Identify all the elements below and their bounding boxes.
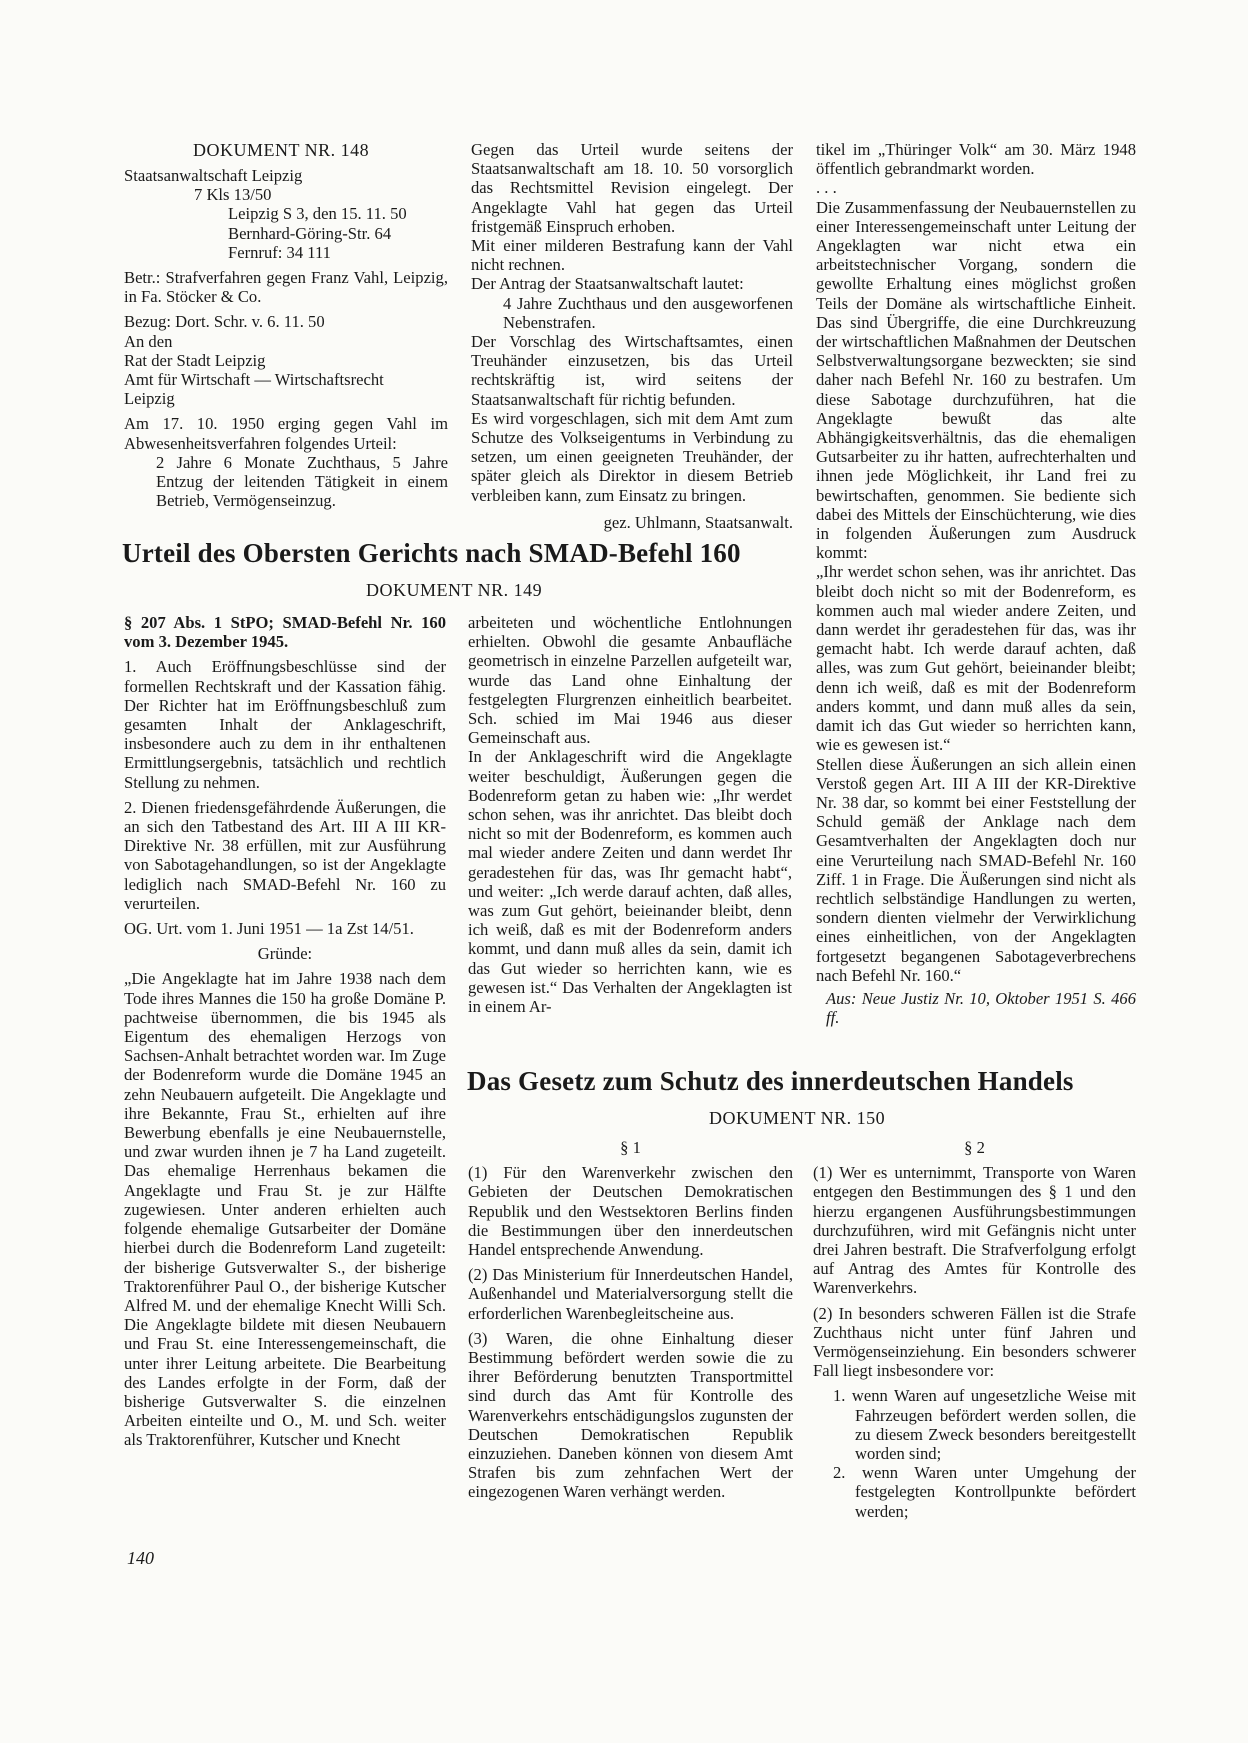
doc148-column-2	[471, 140, 793, 532]
doc148-place-date: Leipzig S 3, den 15. 11. 50	[228, 204, 407, 224]
section-1-clause-3: (3) Waren, die ohne Einhaltung dieser Bestimmung befördert werden sowie die zu ihrer Beförderung benutzten Transportmittel sind durch das Amt für Kontrolle des Warenverkehrs entschädigungslos zugunsten der Deutschen Demokratischen Republik einzuziehen. Daneben können von diesem Amt Strafen bis zum zehnfachen Wert der eingezogenen Waren verhängt werden.	[468, 1328, 793, 1502]
doc148-paragraph: 4 Jahre Zuchthaus und den ausgeworfenen Nebenstrafen.	[503, 293, 793, 332]
doc148-to: An den	[124, 331, 173, 351]
gesetz-section-2	[813, 1138, 1136, 1521]
doc148-to-2: Amt für Wirtschaft — Wirtschaftsrecht	[124, 370, 384, 390]
continuation-paragraph: tikel im „Thüringer Volk“ am 30. März 1948 öffentlich gebrandmarkt worden.	[816, 140, 1136, 179]
doc148-paragraph: Der Vorschlag des Wirtschaftsamtes, einen Treuhänder einzusetzen, bis das Urteil rechtskräftig ist, wird seitens der Staatsanwaltschaft für richtig befunden.	[471, 332, 793, 409]
doc148-verdict: 2 Jahre 6 Monate Zuchthaus, 5 Jahre Entzug der leitenden Tätigkeit in einem Betrieb, Vermögenseinzug.	[156, 452, 448, 511]
doc148-paragraph: Der Antrag der Staatsanwaltschaft lautet:	[471, 274, 744, 294]
doc149-column-1	[124, 613, 446, 1450]
section-2-clause-2: (2) In besonders schweren Fällen ist die Strafe Zuchthaus nicht unter fünf Jahren und Vermögenseinziehung. Ein besonders schwerer Fall liegt insbesondere vor:	[813, 1303, 1136, 1381]
section-1-clause-2: (2) Das Ministerium für Innerdeutschen Handel, Außenhandel und Materialversorgung stellt die erforderlichen Warenbegleitscheine aus.	[468, 1265, 793, 1323]
doc148-sender: Staatsanwaltschaft Leipzig	[124, 166, 303, 185]
doc148-subject: Betr.: Strafverfahren gegen Franz Vahl, Leipzig, in Fa. Stöcker & Co.	[124, 268, 448, 307]
section-title-urteil: Urteil des Obersten Gerichts nach SMAD-Befehl 160	[122, 538, 741, 568]
law-citation: § 207 Abs. 1 StPO; SMAD-Befehl Nr. 160 vom 3. Dezember 1945.	[124, 613, 446, 652]
quote-paragraph: „Ihr werdet schon sehen, was ihr anrichtet. Das bleibt doch nicht so mit der Bodenreform, es kommen auch mal wieder andere Zeiten, und dann werdet ihr geradestehen für das, was ihr gemacht habt. Ich werde darauf achten, daß alles, was zum Gut gehört, beieinander bleibt; denn ich weiß, daß es mit der Bodenreform anders kommt, und dann muß alles da sein, damit ich das Gut wieder so herrichten kann, wie es gewesen ist.“	[816, 562, 1136, 755]
doc148-to-3: Leipzig	[124, 389, 175, 409]
doc148-paragraph: Am 17. 10. 1950 erging gegen Vahl im Abwesenheitsverfahren folgendes Urteil:	[124, 414, 448, 453]
doc150-heading: DOKUMENT NR. 150	[709, 1108, 886, 1128]
reasons-heading: Gründe:	[257, 944, 313, 964]
doc148-paragraph: Es wird vorgeschlagen, sich mit dem Amt zum Schutze des Volkseigentums in Verbindung zu setzen, um einen geeigneten Treuhänder, der später gleich als Direktor in diesem Betrieb verbleiben kann, zum Einsatz zu bringen.	[471, 408, 793, 505]
doc148-paragraph: Mit einer milderen Bestrafung kann der Vahl nicht rechnen.	[471, 236, 793, 275]
doc148-heading: DOKUMENT NR. 148	[193, 140, 370, 160]
section-1-clause-1: (1) Für den Warenverkehr zwischen den Gebieten der Deutschen Demokratischen Republik und den Westsektoren Berlins finden die Bestimmungen über den innerdeutschen Handel entsprechende Anwendung.	[468, 1163, 793, 1260]
doc148-signature: gez. Uhlmann, Staatsanwalt.	[603, 512, 793, 532]
reasons-paragraph: In der Anklageschrift wird die Angeklagte weiter beschuldigt, Äußerungen gegen die Bodenreform getan zu haben wie: „Ihr werdet schon sehen, was ihr anrichtet. Das bleibt doch nicht so mit der Bodenreform, es kommen auch mal wieder andere Zeiten und dann werdet Ihr geradestehen für das, was Ihr gemacht habt“, und weiter: „Ich werde darauf achten, daß alles, was zum Gut gehört, beieinander bleibt, denn ich weiß, daß es mit der Bodenreform anders kommt, und dann muß alles da sein, damit ich das Gut wieder so herrichten kann, wie es gewesen ist.“ Das Verhalten der Angeklagten ist in einem Ar-	[468, 747, 792, 1017]
guiding-principle-2: 2. Dienen friedensgefährdende Äußerungen, die an sich den Tatbestand des Art. III A III KR-Direktive Nr. 38 erfüllen, mit zur Ausführung von Sabotagehandlungen, so ist der Angeklagte lediglich nach SMAD-Befehl Nr. 160 zu verurteilen.	[124, 797, 446, 913]
reasons-paragraph: arbeiteten und wöchentliche Entlohnungen erhielten. Obwohl die gesamte Anbaufläche geometrisch in einzelne Parzellen aufgeteilt war, wurde das Land ohne Einhaltung der festgelegten Flurgrenzen einheitlich bearbeitet. Sch. schied im Mai 1946 aus dieser Gemeinschaft aus.	[468, 613, 792, 748]
guiding-principle-1: 1. Auch Eröffnungsbeschlüsse sind der formellen Rechtskraft und der Kassation fähig. Der Richter hat im Eröffnungsbeschluß zum gesamten Inhalt der Anklageschrift, insbesondere auch zu dem in ihr enthaltenen Ermittlungsergebnis, tatsächlich und rechtlich Stellung zu nehmen.	[124, 657, 446, 792]
section-1-heading: § 1	[620, 1138, 641, 1157]
doc148-ref: 7 Kls 13/50	[194, 185, 272, 205]
doc148-paragraph: Gegen das Urteil wurde seitens der Staatsanwaltschaft am 18. 10. 50 vorsorglich das Rechtsmittel Revision eingelegt. Der Angeklagte Vahl hat gegen das Urteil fristgemäß Einspruch erhoben.	[471, 140, 793, 236]
gesetz-section-1	[468, 1138, 793, 1502]
section-title-gesetz: Das Gesetz zum Schutz des innerdeutschen Handels	[467, 1066, 1074, 1096]
doc149-heading: DOKUMENT NR. 149	[366, 580, 543, 600]
section-2-item-1: 1. wenn Waren auf ungesetzliche Weise mit Fahrzeugen befördert werden sollen, die zu diesem Zweck besonders bereitgestellt worden sind;	[833, 1386, 1136, 1464]
doc148-phone: Fernruf: 34 111	[228, 242, 331, 262]
continuation-paragraph: Die Zusammenfassung der Neubauernstellen zu einer Interessengemeinschaft unter Leitung der Angeklagten war nicht etwa ein arbeitstechnischer Vorgang, sondern die gewollte Erhaltung eines möglichst großen Teils der Domäne als wirtschaftliche Einheit. Das sind Übergriffe, die eine Durchkreuzung der wirtschaftlichen Maßnahmen der Deutschen Selbstverwaltungsorgane bezweckten; sie sind daher nach Befehl Nr. 160 zu bestrafen. Um diese Sabotage durchzuführen, hat die Angeklagte bewußt das alte Abhängigkeitsverhältnis, das die ehemaligen Gutsarbeiter zu ihr hatten, aufrechterhalten und ihnen jede Möglichkeit, ihr Land frei zu bewirtschaften, genommen. Sie bediente sich dabei des Mittels der Einschüchterung, wie dies in folgenden Äußerungen zum Ausdruck kommt:	[816, 197, 1136, 563]
doc148-letterhead	[124, 166, 448, 510]
court-decision-ref: OG. Urt. vom 1. Juni 1951 — 1a Zst 14/51.	[124, 919, 414, 939]
reasons-paragraph: „Die Angeklagte hat im Jahre 1938 nach dem Tode ihres Mannes die 150 ha große Domäne P. pachtweise übernommen, die bis 1945 als Eigentum des ehemaligen Herzogs von Sachsen-Anhalt betrachtet worden war. Im Zuge der Bodenreform wurde die Domäne 1945 an zehn Neubauern aufgeteilt. Die Angeklagte und ihre Bekannte, Frau St., erhielten auf ihre Bewerbung ebenfalls je eine Neubauernstelle, und zwar wurden ihnen je 7 ha Land zugeteilt. Das ehemalige Herrenhaus bekamen die Angeklagte und Frau St. je zur Hälfte zugewiesen. Unter anderen erhielten auch folgende ehemalige Gutsarbeiter der Domäne hierbei durch die Bodenreform Land zugeteilt: der bisherige Gutsverwalter S., der bisherige Traktorenführer Paul O., der bisherige Kutscher Alfred M. und der ehemalige Knecht Willi Sch. Die Angeklagte bildete mit diesen Neubauern und Frau St. eine Interessengemeinschaft, die unter ihrer Leitung arbeitete. Die Bearbeitung des Landes erfolgte in der Form, daß der bisherige Gutsverwalter S. die einzelnen Arbeiten einteilte und O., M. und Sch. weiter als Traktorenführer, Kutscher und Knecht	[124, 969, 446, 1450]
section-2-heading: § 2	[964, 1138, 985, 1157]
doc148-to-1: Rat der Stadt Leipzig	[124, 350, 266, 370]
doc148-street: Bernhard-Göring-Str. 64	[228, 223, 392, 243]
section-2-clause-1: (1) Wer es unternimmt, Transporte von Waren entgegen den Bestimmungen des § 1 und den hierzu ergangenen Ausführungsbestimmungen durchzuführen, wird mit Gefängnis nicht unter drei Jahren bestraft. Die Strafverfolgung erfolgt auf Antrag des Amtes für Kontrolle des Warenverkehrs.	[813, 1163, 1136, 1298]
source-citation: Aus: Neue Justiz Nr. 10, Oktober 1951 S. 466 ff.	[826, 988, 1136, 1028]
ellipsis: . . .	[816, 178, 837, 198]
section-2-item-2: 2. wenn Waren unter Umgehung der festgelegten Kontrollpunkte befördert werden;	[833, 1463, 1136, 1521]
continuation-paragraph: Stellen diese Äußerungen an sich allein einen Verstoß gegen Art. III A III der KR-Direktive Nr. 38 dar, so kommt bei einer Feststellung der Schuld gemäß der Anklage nach dem Gesamtverhalten der Angeklagten doch nur eine Verurteilung nach SMAD-Befehl Nr. 160 Ziff. 1 in Frage. Die Äußerungen sind nicht als rechtlich selbständige Handlungen zu werten, sondern dienten vielmehr der Verwirklichung eines einheitlichen, von der Angeklagten fortgesetzt begangenen Sabotageverbrechens nach Befehl Nr. 160.“	[816, 754, 1136, 985]
right-column	[816, 140, 1136, 1027]
page-number: 140	[127, 1548, 154, 1568]
doc148-reference: Bezug: Dort. Schr. v. 6. 11. 50	[124, 312, 325, 332]
doc149-column-2	[468, 613, 792, 1016]
